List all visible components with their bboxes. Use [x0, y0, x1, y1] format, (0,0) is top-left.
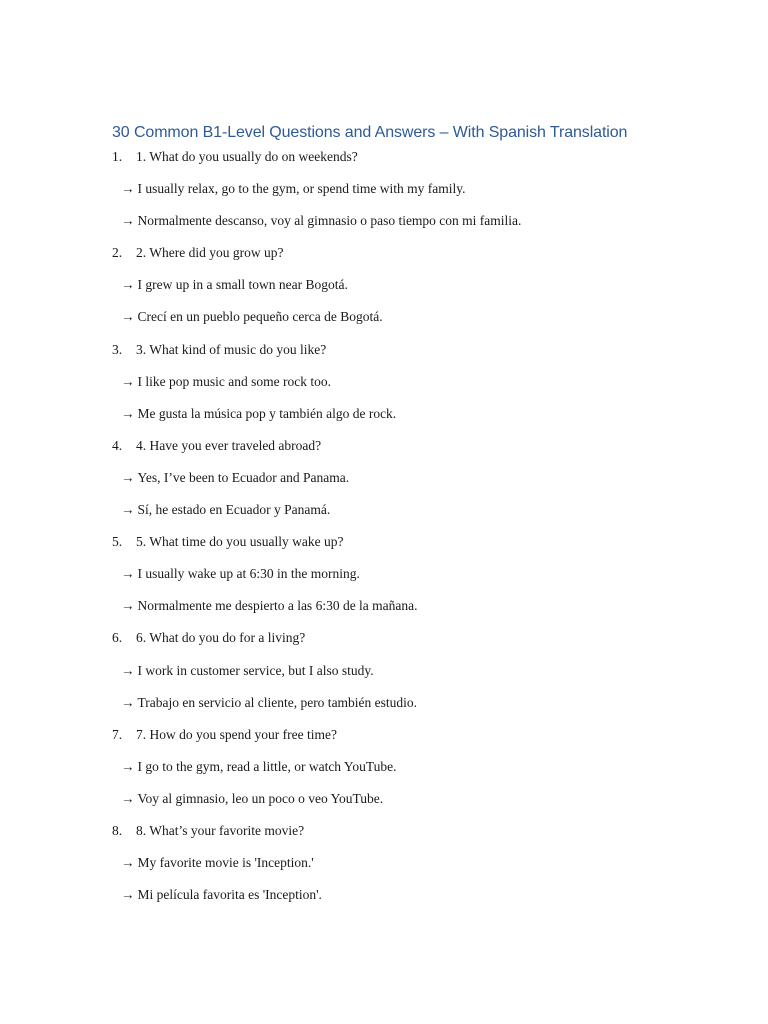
- question-number: 6.: [112, 630, 123, 646]
- question-line: [0, 530, 768, 562]
- answer-english-line: [0, 466, 768, 498]
- answer-spanish-line: [0, 305, 768, 337]
- arrow-icon: →: [121, 213, 135, 229]
- arrow-icon: →: [121, 887, 135, 903]
- answer-spanish: Normalmente descanso, voy al gimnasio o paso tiempo con mi familia.: [137, 213, 522, 229]
- answer-spanish-line: [0, 787, 768, 819]
- arrow-icon: →: [121, 309, 135, 325]
- question-line: [0, 145, 768, 177]
- question-text: 2. Where did you grow up?: [136, 245, 284, 261]
- question-number: 2.: [112, 245, 123, 261]
- question-number: 7.: [112, 726, 123, 742]
- question-number: 3.: [112, 341, 123, 357]
- answer-english-line: [0, 659, 768, 691]
- arrow-icon: →: [121, 694, 135, 710]
- answer-english: I work in customer service, but I also study.: [137, 662, 374, 678]
- answer-english: My favorite movie is 'Inception.': [137, 855, 314, 871]
- arrow-icon: →: [121, 502, 135, 518]
- qa-list: [0, 145, 768, 915]
- answer-spanish: Crecí en un pueblo pequeño cerca de Bogotá.: [137, 309, 383, 325]
- answer-spanish-line: [0, 594, 768, 626]
- question-text: 7. How do you spend your free time?: [136, 726, 337, 742]
- question-number: 1.: [112, 149, 123, 164]
- question-text: 3. What kind of music do you like?: [136, 341, 327, 357]
- answer-spanish: Trabajo en servicio al cliente, pero también estudio.: [137, 694, 418, 710]
- question-line: [0, 434, 768, 466]
- answer-english-line: [0, 851, 768, 883]
- arrow-icon: →: [121, 662, 135, 678]
- arrow-icon: →: [121, 373, 135, 389]
- question-number: 5.: [112, 534, 123, 550]
- question-text: 5. What time do you usually wake up?: [136, 534, 344, 550]
- question-line: [0, 723, 768, 755]
- document-title: 30 Common B1-Level Questions and Answers – With Spanish Translation: [112, 124, 628, 141]
- question-line: [0, 241, 768, 273]
- answer-english-line: [0, 370, 768, 402]
- question-line: [0, 626, 768, 658]
- question-text: 6. What do you do for a living?: [136, 630, 306, 646]
- answer-spanish: Mi película favorita es 'Inception'.: [137, 887, 322, 903]
- question-line: [0, 819, 768, 851]
- answer-english: Yes, I’ve been to Ecuador and Panama.: [137, 469, 350, 485]
- question-number: 8.: [112, 822, 123, 838]
- arrow-icon: →: [121, 181, 135, 197]
- question-line: [0, 338, 768, 370]
- question-text: 1. What do you usually do on weekends?: [136, 149, 358, 164]
- question-text: 8. What’s your favorite movie?: [136, 822, 305, 838]
- arrow-icon: →: [121, 405, 135, 421]
- question-text: 4. Have you ever traveled abroad?: [136, 437, 322, 453]
- answer-spanish: Sí, he estado en Ecuador y Panamá.: [137, 502, 331, 518]
- arrow-icon: →: [121, 758, 135, 774]
- answer-english-line: [0, 562, 768, 594]
- answer-spanish-line: [0, 402, 768, 434]
- answer-english: I usually wake up at 6:30 in the morning.: [137, 566, 360, 582]
- answer-english: I like pop music and some rock too.: [137, 373, 331, 389]
- answer-spanish: Me gusta la música pop y también algo de rock.: [137, 405, 397, 421]
- answer-spanish-line: [0, 209, 768, 241]
- answer-english-line: [0, 755, 768, 787]
- arrow-icon: →: [121, 277, 135, 293]
- answer-spanish-line: [0, 883, 768, 915]
- question-number: 4.: [112, 437, 123, 453]
- answer-spanish-line: [0, 498, 768, 530]
- answer-spanish: Normalmente me despierto a las 6:30 de la mañana.: [137, 598, 418, 614]
- arrow-icon: →: [121, 469, 135, 485]
- answer-spanish-line: [0, 691, 768, 723]
- answer-english: I grew up in a small town near Bogotá.: [137, 277, 348, 293]
- arrow-icon: →: [121, 790, 135, 806]
- answer-english-line: [0, 177, 768, 209]
- arrow-icon: →: [121, 566, 135, 582]
- answer-spanish: Voy al gimnasio, leo un poco o veo YouTube.: [137, 790, 384, 806]
- arrow-icon: →: [121, 598, 135, 614]
- answer-english: I usually relax, go to the gym, or spend time with my family.: [137, 181, 466, 197]
- answer-english-line: [0, 273, 768, 305]
- answer-english: I go to the gym, read a little, or watch YouTube.: [137, 758, 397, 774]
- arrow-icon: →: [121, 855, 135, 871]
